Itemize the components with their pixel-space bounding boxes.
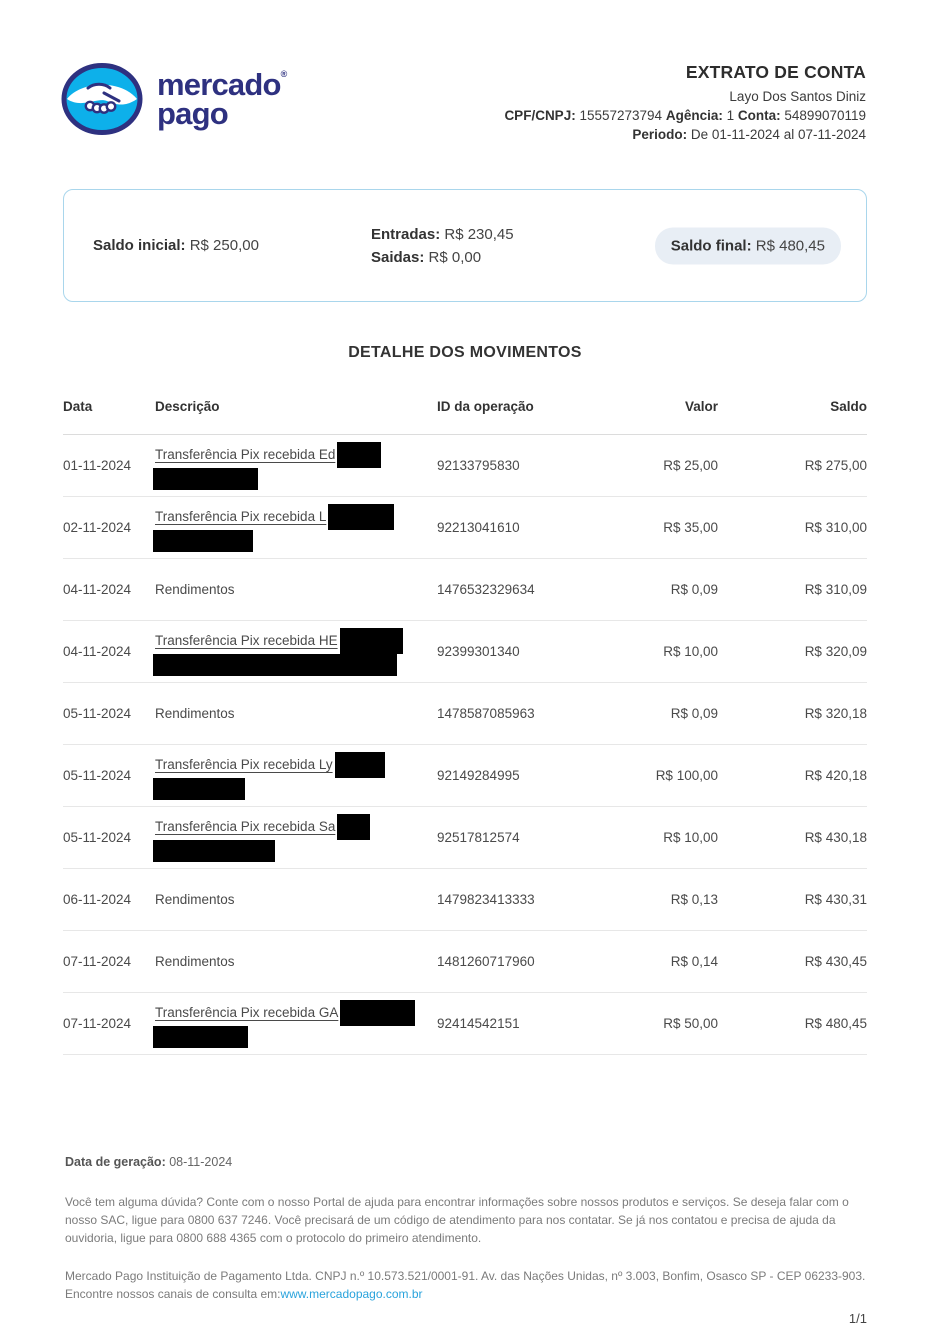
table-row: [63, 435, 867, 497]
row-description: [155, 892, 437, 907]
redaction-box: [337, 814, 370, 840]
inflow-outflow: [371, 220, 514, 272]
row-balance: R$ 430,45: [804, 954, 867, 970]
row-operation-id: 1478587085963: [437, 706, 535, 722]
row-operation-id: 92133795830: [437, 458, 520, 474]
logo-wordmark: mercado® pago: [157, 66, 288, 132]
movements-table: [63, 399, 867, 1055]
table-row: [63, 683, 867, 745]
cpf-label: CPF/CNPJ:: [504, 108, 576, 123]
redaction-box: [153, 1026, 248, 1048]
table-row: [63, 869, 867, 931]
inflow: [371, 226, 514, 243]
row-description: [155, 628, 437, 676]
account-holder: Layo Dos Santos Diniz: [729, 88, 866, 104]
generation-date: [65, 1155, 867, 1169]
registered-mark: ®: [280, 68, 288, 79]
initial-balance: [93, 237, 259, 254]
mercadopago-link[interactable]: www.mercadopago.com.br: [280, 1287, 423, 1301]
agency-label: Agência:: [665, 108, 723, 123]
balance-summary-box: [63, 189, 867, 302]
row-description-text: Transferência Pix recebida Sa: [155, 819, 336, 835]
row-date: 04-11-2024: [63, 582, 132, 598]
row-operation-id: 1476532329634: [437, 582, 535, 598]
header: [0, 0, 930, 144]
outflow: [371, 249, 514, 266]
table-row: [63, 497, 867, 559]
final-balance-label: Saldo final:: [670, 237, 752, 255]
row-description: [155, 706, 437, 721]
mercadopago-logo: [60, 54, 287, 144]
row-balance: R$ 320,09: [804, 644, 867, 660]
row-balance: R$ 320,18: [804, 706, 867, 722]
row-balance: R$ 480,45: [804, 1016, 867, 1032]
redaction-box: [340, 1000, 415, 1026]
row-amount: R$ 0,09: [670, 706, 718, 722]
initial-balance-label: Saldo inicial:: [93, 237, 186, 255]
company-info: [65, 1267, 867, 1303]
period-value: De 01-11-2024 al 07-11-2024: [690, 127, 866, 143]
account-info: [504, 54, 866, 144]
outflow-label: Saidas:: [371, 248, 425, 266]
row-description-text: Transferência Pix recebida HE: [155, 633, 338, 649]
row-description-text: Transferência Pix recebida L: [155, 509, 327, 525]
table-row: [63, 621, 867, 683]
row-description: [155, 442, 437, 490]
movements-table-header: [63, 399, 867, 435]
row-amount: R$ 35,00: [663, 520, 718, 536]
row-date: 06-11-2024: [63, 892, 132, 908]
statement-title: EXTRATO DE CONTA: [685, 62, 866, 82]
column-header-operation-id: ID da operação: [437, 399, 534, 415]
table-row: [63, 559, 867, 621]
redaction-box: [153, 468, 258, 490]
row-description-text: Rendimentos: [155, 954, 235, 970]
redaction-box: [328, 504, 394, 530]
column-header-date: Data: [63, 399, 93, 415]
table-row: [63, 807, 867, 869]
initial-balance-value: R$ 250,00: [189, 237, 259, 255]
row-amount: R$ 0,13: [670, 892, 718, 908]
row-description: [155, 582, 437, 597]
row-date: 05-11-2024: [63, 768, 132, 784]
column-header-amount: Valor: [684, 399, 718, 415]
inflow-value: R$ 230,45: [444, 225, 514, 243]
row-description-text: Transferência Pix recebida GA: [155, 1005, 339, 1021]
row-balance: R$ 430,31: [804, 892, 867, 908]
row-amount: R$ 0,14: [670, 954, 718, 970]
handshake-icon: [60, 61, 144, 137]
period-label: Periodo:: [632, 127, 688, 143]
redaction-box: [337, 442, 381, 468]
column-header-balance: Saldo: [830, 399, 867, 415]
row-description: [155, 504, 437, 552]
table-row: [63, 745, 867, 807]
row-operation-id: 1481260717960: [437, 954, 535, 970]
account-identifiers: [504, 106, 866, 125]
generation-date-value: 08-11-2024: [169, 1155, 233, 1169]
movements-table-body: [63, 435, 867, 1055]
row-description: [155, 1000, 437, 1048]
redaction-box: [340, 628, 403, 654]
row-description-text: Transferência Pix recebida Ed: [155, 447, 336, 463]
final-balance-pill: [655, 227, 841, 264]
row-amount: R$ 10,00: [663, 644, 718, 660]
row-date: 01-11-2024: [63, 458, 132, 474]
generation-date-label: Data de geração:: [65, 1155, 166, 1169]
inflow-label: Entradas:: [371, 225, 441, 243]
row-balance: R$ 420,18: [804, 768, 867, 784]
row-date: 05-11-2024: [63, 706, 132, 722]
company-info-text: Mercado Pago Instituição de Pagamento Ltda. CNPJ n.º 10.573.521/0001-91. Av. das Nações Unidas, nº 3.003, Bonfim, Osasco SP - CEP 06233-903. Encontre nossos canais de consulta em:: [65, 1269, 866, 1301]
redaction-box: [153, 778, 245, 800]
row-operation-id: 92414542151: [437, 1016, 520, 1032]
row-description: [155, 814, 437, 862]
redaction-box: [153, 840, 275, 862]
row-amount: R$ 100,00: [655, 768, 718, 784]
row-operation-id: 92213041610: [437, 520, 520, 536]
row-date: 07-11-2024: [63, 1016, 132, 1032]
row-date: 02-11-2024: [63, 520, 132, 536]
table-row: [63, 993, 867, 1055]
row-date: 04-11-2024: [63, 644, 132, 660]
outflow-value: R$ 0,00: [428, 248, 482, 266]
row-balance: R$ 310,09: [804, 582, 867, 598]
agency-value: 1: [726, 108, 735, 123]
row-operation-id: 92149284995: [437, 768, 520, 784]
final-balance-value: R$ 480,45: [755, 237, 825, 255]
row-amount: R$ 10,00: [663, 830, 718, 846]
column-header-description: Descrição: [155, 399, 220, 415]
row-balance: R$ 430,18: [804, 830, 867, 846]
redaction-box: [335, 752, 385, 778]
account-value: 54899070119: [784, 108, 866, 123]
row-operation-id: 92399301340: [437, 644, 520, 660]
page-number: 1/1: [848, 1311, 867, 1326]
row-operation-id: 92517812574: [437, 830, 520, 846]
row-balance: R$ 275,00: [804, 458, 867, 474]
row-amount: R$ 50,00: [663, 1016, 718, 1032]
row-description: [155, 752, 437, 800]
row-description-text: Transferência Pix recebida Ly: [155, 757, 333, 773]
table-row: [63, 931, 867, 993]
redaction-box: [153, 654, 397, 676]
row-date: 07-11-2024: [63, 954, 132, 970]
row-description-text: Rendimentos: [155, 706, 235, 722]
movements-section-title: DETALHE DOS MOVIMENTOS: [348, 344, 582, 362]
redaction-box: [153, 530, 253, 552]
statement-period: [504, 125, 866, 144]
row-description-text: Rendimentos: [155, 582, 235, 598]
row-amount: R$ 25,00: [663, 458, 718, 474]
row-amount: R$ 0,09: [670, 582, 718, 598]
help-text: Você tem alguma dúvida? Conte com o nosso Portal de ajuda para encontrar informações sobre nossos produtos e serviços. Se deseja falar com o nosso SAC, ligue para 0800 637 7246. Você precisará de um código de atendimento para nos contatar. Se já nos contatou e precisa de ajuda da ouvidoria, ligue para 0800 688 4365 com o protocolo do primeiro atendimento.: [65, 1195, 849, 1245]
row-description-text: Rendimentos: [155, 892, 235, 908]
footer: [65, 1155, 867, 1326]
row-date: 05-11-2024: [63, 830, 132, 846]
cpf-value: 15557273794: [579, 108, 663, 123]
row-balance: R$ 310,00: [804, 520, 867, 536]
row-description: [155, 954, 437, 969]
account-label: Conta:: [737, 108, 781, 123]
row-operation-id: 1479823413333: [437, 892, 535, 908]
